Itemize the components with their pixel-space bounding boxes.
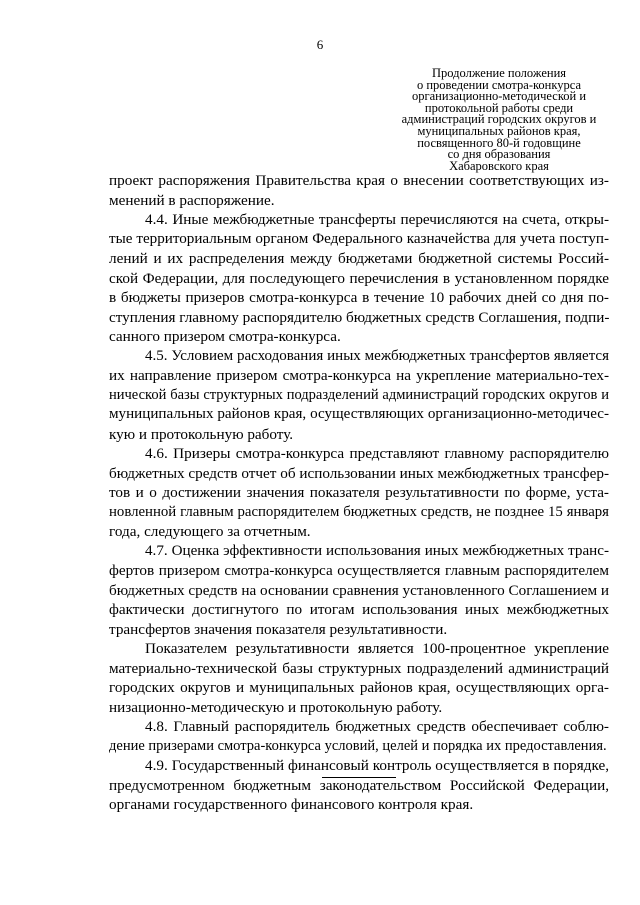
paragraph-line: трансфертов значения показателя результативности. bbox=[109, 620, 448, 638]
paragraph-line: предусмотренном бюджетным законодательством Российской Федерации, bbox=[109, 776, 609, 794]
document-body bbox=[109, 171, 609, 815]
header-line: протокольной работы среди bbox=[424, 100, 574, 115]
header-line: администраций городских округов и bbox=[401, 112, 597, 127]
page-number: 6 bbox=[316, 37, 324, 52]
paragraph-line: кую и протокольную работу. bbox=[109, 425, 294, 443]
paragraph bbox=[109, 171, 609, 210]
paragraph bbox=[109, 756, 609, 815]
paragraph-line: тов и о достижении значения показателя результативности по форме, уста- bbox=[109, 484, 609, 501]
paragraph-line: дение призерами смотра-конкурса условий, целей и порядка их предоставления. bbox=[109, 737, 607, 754]
header-line: со дня образования bbox=[447, 147, 551, 162]
document-header-block bbox=[383, 68, 615, 172]
paragraph-line: лений и их распределения между бюджетами бюджетной системы Россий- bbox=[109, 250, 609, 267]
paragraph-line: бюджетных средств на основании сравнения установленного Соглашением и bbox=[109, 581, 609, 599]
paragraph-line: 4.9. Государственный финансовый контроль осуществляется в порядке, bbox=[145, 757, 609, 774]
header-line: посвященного 80-й годовщине bbox=[417, 135, 581, 150]
paragraph-line: их направление призером смотра-конкурса на укрепление материально-тех- bbox=[109, 367, 609, 384]
paragraph-line: материально-технической базы структурных подразделений администраций bbox=[109, 659, 609, 677]
paragraph-line: нической базы структурных подразделений администраций городских округов и bbox=[109, 386, 609, 403]
paragraph-line: бюджетных средств отчет об использовании иных межбюджетных трансфер- bbox=[109, 464, 609, 482]
paragraph-line: санного призером смотра-конкурса. bbox=[109, 328, 341, 345]
header-line: муниципальных районов края, bbox=[417, 123, 581, 138]
paragraph-line: 4.5. Условием расходования иных межбюджетных трансфертов является bbox=[145, 347, 609, 364]
paragraph-line: ской Федерации, для последующего перечисления в установленном порядке bbox=[109, 269, 609, 287]
paragraph-line: тые территориальным органом Федерального казначейства для учета поступ- bbox=[109, 230, 609, 247]
paragraph-line: Показателем результативности является 100-процентное укрепление bbox=[145, 640, 609, 657]
paragraph-line: 4.7. Оценка эффективности использования иных межбюджетных транс- bbox=[145, 542, 609, 559]
paragraph-line: органами государственного финансового контроля края. bbox=[109, 796, 474, 813]
paragraph-line: фертов призером смотра-конкурса осуществляется главным распорядителем bbox=[109, 562, 609, 579]
paragraph bbox=[109, 347, 609, 445]
paragraph-line: городских округов и муниципальных районов края, осуществляющих орга- bbox=[109, 679, 609, 696]
paragraph bbox=[109, 210, 609, 347]
paragraph bbox=[109, 717, 609, 756]
paragraph-line: ступления главному распорядителю бюджетных средств Соглашения, подпи- bbox=[109, 308, 610, 326]
paragraph-line: менений в распоряжение. bbox=[109, 191, 275, 209]
paragraph-line: муниципальных районов края, осуществляющих организационно-методичес- bbox=[109, 406, 609, 422]
paragraph-line: низационно-методическую и протокольную работу. bbox=[109, 698, 443, 716]
paragraph-line: 4.6. Призеры смотра-конкурса представляют главному распорядителю bbox=[145, 445, 609, 462]
paragraph-line: проект распоряжения Правительства края о внесении соответствующих из- bbox=[109, 172, 609, 189]
header-line: организационно-методической и bbox=[411, 89, 587, 104]
paragraph bbox=[109, 542, 609, 640]
paragraph-line: фактически достигнутого по итогам использования иных межбюджетных bbox=[109, 601, 609, 618]
paragraph-line: 4.8. Главный распорядитель бюджетных средств обеспечивает соблю- bbox=[145, 718, 609, 735]
end-separator-line bbox=[322, 777, 396, 778]
paragraph bbox=[109, 444, 609, 542]
paragraph-line: новленной главным распорядителем бюджетных средств, не позднее 15 января bbox=[109, 503, 609, 520]
paragraph-line: в бюджеты призеров смотра-конкурса в течение 10 рабочих дней со дня по- bbox=[109, 289, 609, 306]
paragraph-line: 4.4. Иные межбюджетные трансферты перечисляются на счета, откры- bbox=[145, 211, 609, 228]
header-line: о проведении смотра-конкурса bbox=[416, 77, 582, 92]
paragraph bbox=[109, 639, 609, 717]
paragraph-line: года, следующего за отчетным. bbox=[109, 523, 311, 540]
header-line: Продолжение положения bbox=[431, 66, 567, 80]
header-line: Хабаровского края bbox=[449, 158, 549, 173]
